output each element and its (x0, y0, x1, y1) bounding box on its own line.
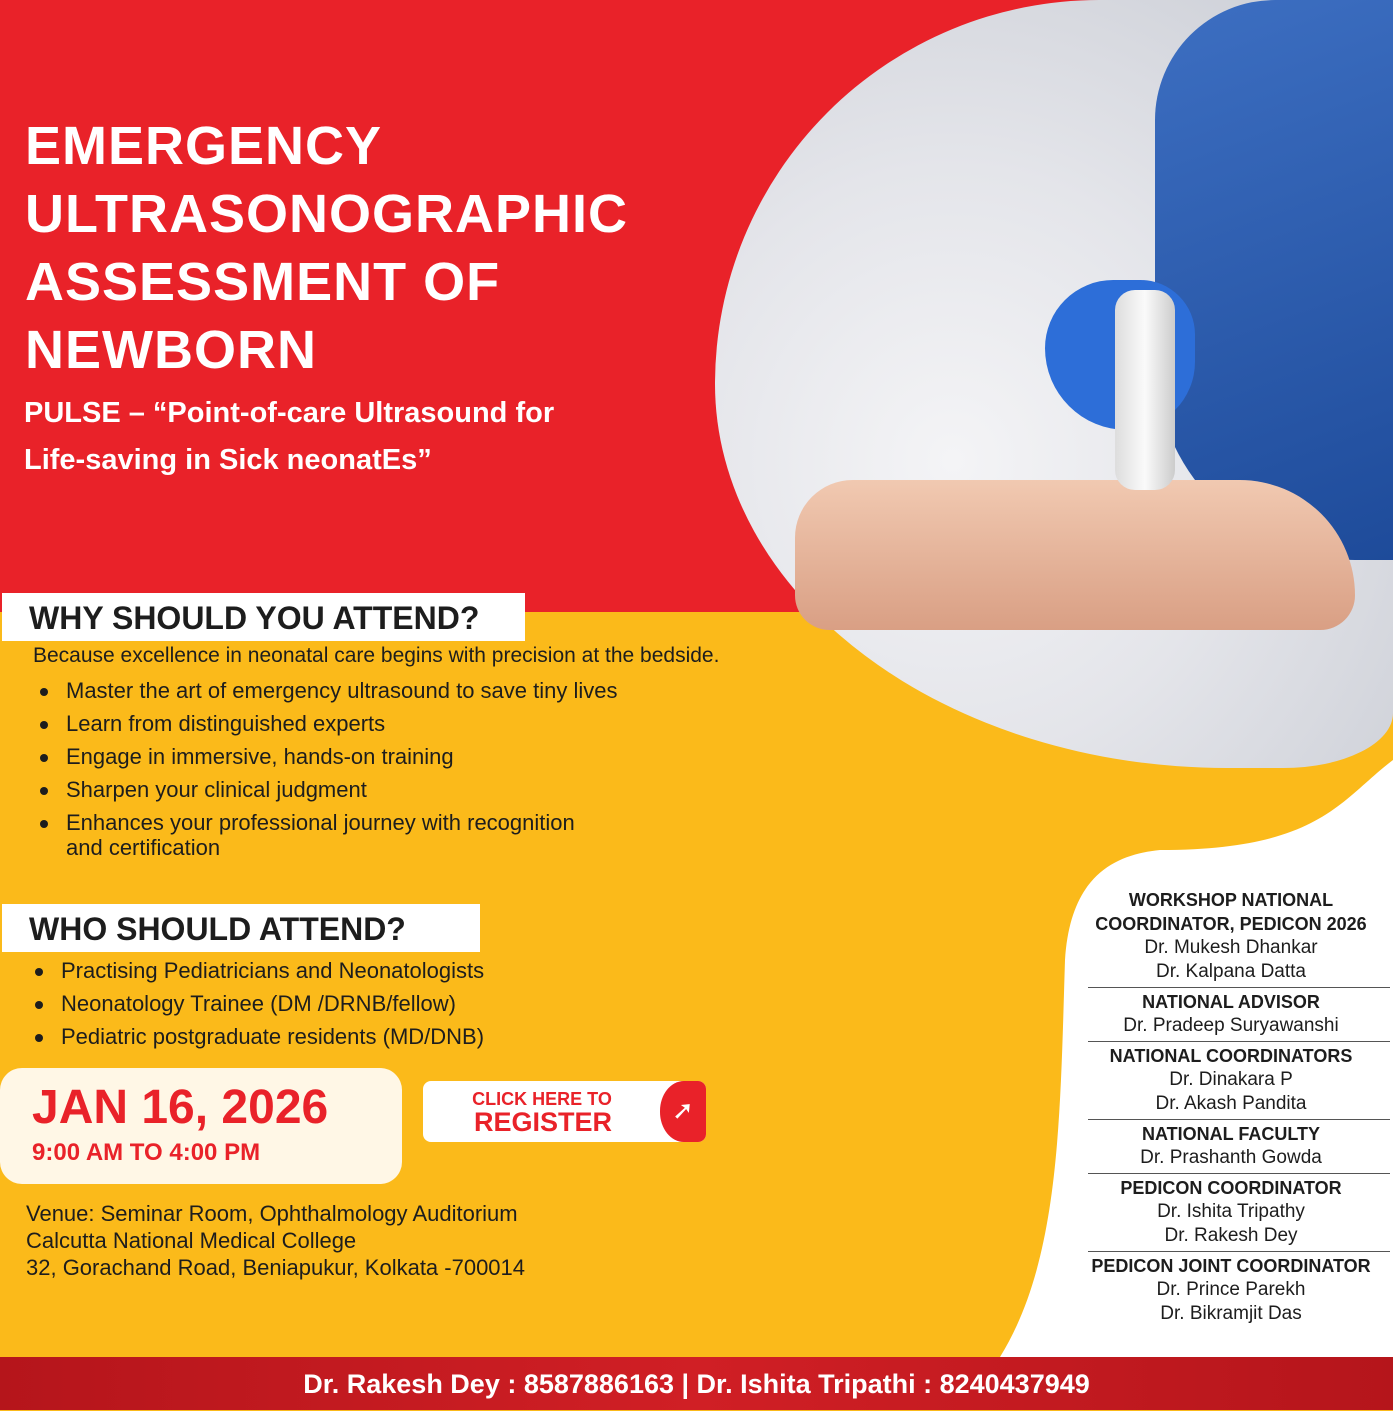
organizer-role: NATIONAL FACULTY (1142, 1124, 1320, 1144)
organizer-group (1088, 1120, 1390, 1174)
list-item: Master the art of emergency ultrasound to save tiny lives (66, 674, 617, 707)
list-item: Pediatric postgraduate residents (MD/DNB) (61, 1020, 484, 1053)
organizer-name: Dr. Bikramjit Das (1160, 1303, 1302, 1324)
title-line: ULTRASONOGRAPHIC (25, 184, 628, 244)
event-subtitle (24, 390, 554, 484)
event-date: JAN 16, 2026 (32, 1081, 329, 1134)
organizer-name: Dr. Akash Pandita (1155, 1093, 1307, 1114)
register-button[interactable] (423, 1081, 706, 1142)
list-item: Learn from distinguished experts (66, 707, 617, 740)
organizer-name: Dr. Kalpana Datta (1156, 961, 1306, 982)
title-line: NEWBORN (25, 320, 317, 380)
organizer-role: PEDICON JOINT COORDINATOR (1091, 1256, 1371, 1276)
organizer-group (1088, 886, 1390, 988)
venue-line: Calcutta National Medical College (26, 1228, 357, 1253)
why-attend-heading: WHY SHOULD YOU ATTEND? (2, 593, 525, 641)
list-item-line: and certification (66, 835, 221, 860)
title-line: EMERGENCY (25, 116, 383, 176)
organizer-role: NATIONAL COORDINATORS (1109, 1046, 1353, 1066)
event-time: 9:00 AM TO 4:00 PM (32, 1139, 261, 1166)
organizer-name: Dr. Prashanth Gowda (1140, 1147, 1322, 1168)
organizer-group (1088, 1174, 1390, 1252)
why-attend-list (66, 674, 617, 860)
organizer-group (1088, 1252, 1390, 1329)
register-tab (660, 1081, 706, 1142)
organizer-role: PEDICON COORDINATOR (1120, 1178, 1342, 1198)
subtitle-line: PULSE – “Point-of-care Ultrasound for (24, 397, 555, 429)
why-attend-intro: Because excellence in neonatal care begins with precision at the bedside. (33, 644, 720, 667)
organizer-name: Dr. Rakesh Dey (1164, 1225, 1298, 1246)
footer-contacts: Dr. Rakesh Dey : 8587886163 | Dr. Ishita Tripathi : 8240437949 (0, 1357, 1393, 1410)
organizer-role: WORKSHOP NATIONAL (1128, 890, 1334, 910)
register-line1: CLICK HERE TO (472, 1089, 612, 1109)
list-item: Engage in immersive, hands-on training (66, 740, 617, 773)
venue-line: Venue: Seminar Room, Ophthalmology Auditorium (26, 1201, 518, 1226)
list-item-line: Enhances your professional journey with recognition (66, 810, 575, 835)
who-attend-heading: WHO SHOULD ATTEND? (2, 904, 480, 952)
organizer-name: Dr. Dinakara P (1169, 1069, 1293, 1090)
organizer-group (1088, 988, 1390, 1042)
organizer-name: Dr. Mukesh Dhankar (1144, 937, 1318, 958)
cursor-click-icon: ➚ (672, 1095, 694, 1125)
title-line: ASSESSMENT OF (25, 252, 501, 312)
organizer-role: NATIONAL ADVISOR (1142, 992, 1320, 1012)
venue-line: 32, Gorachand Road, Beniapukur, Kolkata -700014 (26, 1255, 526, 1280)
register-line2: REGISTER (473, 1107, 613, 1137)
list-item: Neonatology Trainee (DM /DRNB/fellow) (61, 987, 484, 1020)
organizer-group (1088, 1042, 1390, 1120)
organizer-name: Dr. Pradeep Suryawanshi (1123, 1015, 1339, 1036)
event-title (25, 112, 628, 384)
organizers-list (1072, 886, 1390, 1329)
organizer-role: COORDINATOR, PEDICON 2026 (1095, 914, 1367, 934)
organizer-name: Dr. Prince Parekh (1156, 1279, 1306, 1300)
list-item: Practising Pediatricians and Neonatologists (61, 954, 484, 987)
subtitle-line: Life-saving in Sick neonatEs” (24, 444, 432, 476)
list-item: Sharpen your clinical judgment (66, 773, 617, 806)
venue (26, 1200, 525, 1281)
organizer-name: Dr. Ishita Tripathy (1157, 1201, 1305, 1222)
list-item (66, 806, 617, 860)
who-attend-list (61, 954, 484, 1053)
